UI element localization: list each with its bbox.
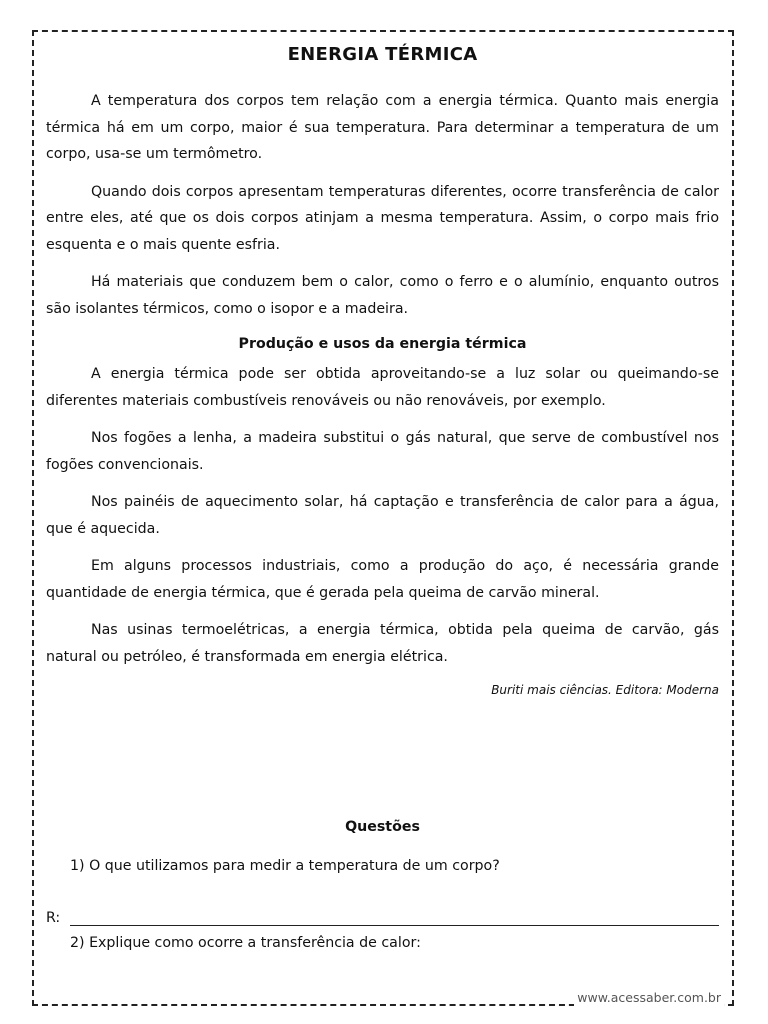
- footer-website: www.acessaber.com.br: [574, 990, 724, 1006]
- paragraph: Quando dois corpos apresentam temperaturas diferentes, ocorre transferência de calor entre eles, até que os dois corpos atinjam a mesma temperatura. Assim, o corpo mais frio esquenta e o mais quente esfria.: [46, 183, 719, 253]
- paragraph: Nas usinas termoelétricas, a energia térmica, obtida pela queima de carvão, gás natural ou petróleo, é transformada em energia elétrica.: [46, 622, 719, 665]
- section-subtitle: Produção e usos da energia térmica: [238, 336, 527, 352]
- page-title: ENERGIA TÉRMICA: [287, 44, 478, 65]
- questions-heading: Questões: [345, 819, 420, 835]
- question-2: 2) Explique como ocorre a transferência de calor:: [70, 935, 421, 951]
- source-citation: Buriti mais ciências. Editora: Moderna: [491, 683, 719, 697]
- paragraph: Nos fogões a lenha, a madeira substitui o gás natural, que serve de combustível nos fogões convencionais.: [46, 430, 719, 473]
- answer-label: R:: [46, 910, 61, 926]
- paragraph: A temperatura dos corpos tem relação com a energia térmica. Quanto mais energia térmica há em um corpo, maior é sua temperatura. Para determinar a temperatura de um corpo, usa-se um termômetro.: [46, 93, 719, 162]
- paragraph: Há materiais que conduzem bem o calor, como o ferro e o alumínio, enquanto outros são isolantes térmicos, como o isopor e a madeira.: [46, 274, 719, 317]
- answer-line: [70, 925, 719, 926]
- paragraph: A energia térmica pode ser obtida aproveitando-se a luz solar ou queimando-se diferentes materiais combustíveis renováveis ou não renováveis, por exemplo.: [46, 366, 719, 409]
- question-1: 1) O que utilizamos para medir a temperatura de um corpo?: [70, 858, 500, 874]
- paragraph: Em alguns processos industriais, como a produção do aço, é necessária grande quantidade de energia térmica, que é gerada pela queima de carvão mineral.: [46, 558, 719, 601]
- answer-field[interactable]: [46, 907, 719, 929]
- worksheet-content: [46, 42, 719, 951]
- paragraph: Nos painéis de aquecimento solar, há captação e transferência de calor para a água, que é aquecida.: [46, 494, 719, 537]
